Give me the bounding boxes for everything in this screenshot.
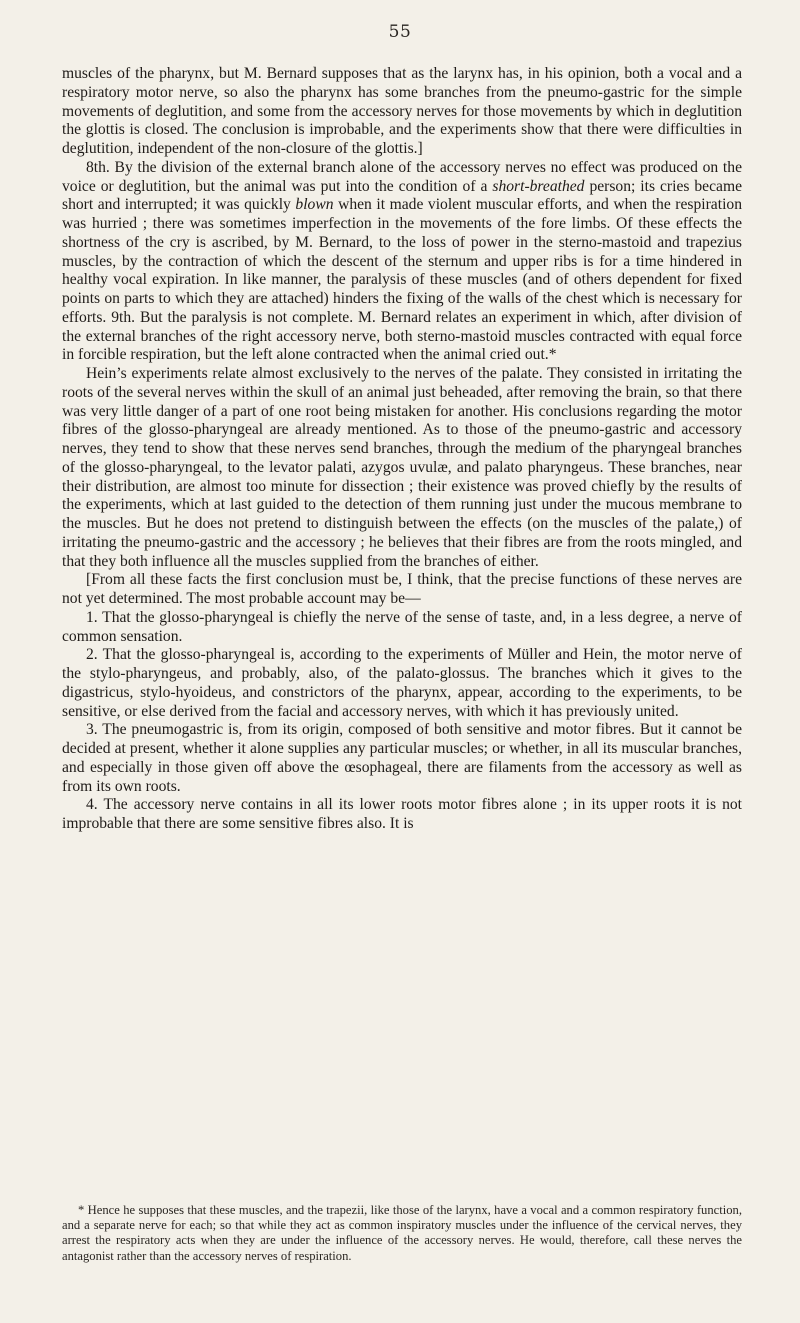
paragraph-2-part-3: when it made violent muscular efforts, and when the respiration was hurried ; there was sometimes imperfection in the movements of the fore limbs. Of these effects the shortness of the cry is ascribed, by M. Bernard, to the loss of power in the sterno-mastoid and trapezius muscles, by the contraction of which the descent of the sternum and upper ribs is for a time hindered in healthy vocal expiration. In like manner, the paralysis of these muscles (and of others dependent for fixed points on parts to which they are attached) hinders the fixing of the walls of the chest which is necessary for efforts. 9th. But the paralysis is not complete. M. Bernard relates an experiment in which, after division of the external branches of the right accessory nerve, both sterno-mastoid muscles contracted with equal force in forcible respiration, but the left alone contracted when the animal cried out.* [62, 196, 742, 364]
paragraph-3: Hein’s experiments relate almost exclusively to the nerves of the palate. They consisted in irritating the roots of the several nerves within the skull of an animal just beheaded, after removing the brain, so that there was very little danger of a part of one root being mistaken for another. His conclusions regarding the motor fibres of the glosso-pharyngeal are already mentioned. As to those of the pneumo-gastric and accessory nerves, they tend to show that these nerves send branches, through the medium of the pharyngeal branches of the glosso-pharyngeal, to the levator palati, azygos uvulæ, and palato pharyngeus. These branches, near their distribution, are almost too minute for dissection ; their existence was proved chiefly by the results of the experiments, which at last guided to the detection of them running just under the mucous membrane to the muscles. But he does not pretend to distinguish between the effects (on the muscles of the palate,) of irritating the pneumo-gastric and the accessory ; he believes that their fibres are from the roots mingled, and that they both influence all the muscles supplied from the branches of either. [62, 365, 742, 570]
italic-blown: blown [295, 196, 334, 214]
paragraph-1: muscles of the pharynx, but M. Bernard supposes that as the larynx has, in his opinion, both a vocal and a respiratory motor nerve, so also the pharynx has some branches from the pneumo-gastric for the simple movements of deglutition, and some from the accessory nerves for those movements by which in deglutition the glottis is closed. The conclusion is improbable, and the experiments show that there were difficulties in deglutition, independent of the non-closure of the glottis.] [62, 65, 742, 157]
paragraph-6: 2. That the glosso-pharyngeal is, according to the experiments of Müller and Hein, the motor nerve of the stylo-pharyngeus, and probably, also, of the palato-glossus. The branches which it gives to the digastricus, stylo-hyoideus, and constrictors of the pharynx, appear, according to the experiments, to be sensitive, or else derived from the facial and accessory nerves, with which it has previously united. [62, 646, 742, 720]
paragraph-7: 3. The pneumogastric is, from its origin, composed of both sensitive and motor fibres. But it cannot be decided at present, whether it alone supplies any particular muscles; or whether, in all its muscular branches, and especially in those given off above the œsophageal, there are filaments from the accessory as well as from its own roots. [62, 721, 742, 795]
paragraph-4: [From all these facts the first conclusion must be, I think, that the precise functions of these nerves are not yet determined. The most probable account may be— [62, 571, 742, 607]
paragraph-8: 4. The accessory nerve contains in all its lower roots motor fibres alone ; in its upper roots it is not improbable that there are some sensitive fibres also. It is [62, 796, 742, 832]
footnote [62, 1203, 742, 1264]
footnote-text: * Hence he supposes that these muscles, and the trapezii, like those of the larynx, have a vocal and a common respiratory function, and a separate nerve for each; so that while they act as common inspiratory muscles under the influence of the cervical nerves, they arrest the respiratory acts when they are under the influence of the accessory nerves. He would, therefore, call these nerves the antagonist rather than the accessory nerves of respiration. [62, 1203, 742, 1263]
italic-short-breathed: short-breathed [492, 177, 585, 195]
page-number: 55 [388, 22, 412, 42]
paragraph-2 [62, 159, 742, 365]
paragraph-5: 1. That the glosso-pharyngeal is chiefly the nerve of the sense of taste, and, in a less degree, a nerve of common sensation. [62, 608, 742, 645]
paragraph-2-part-1: 8th. By the division of the external branch alone of the accessory nerves no effect was produced on the voice or deglutition, but the animal was put into the condition of a [62, 158, 742, 195]
paragraph-2-part-2: person; its cries became short and interrupted; it was quickly [62, 177, 742, 214]
main-text [62, 65, 742, 834]
